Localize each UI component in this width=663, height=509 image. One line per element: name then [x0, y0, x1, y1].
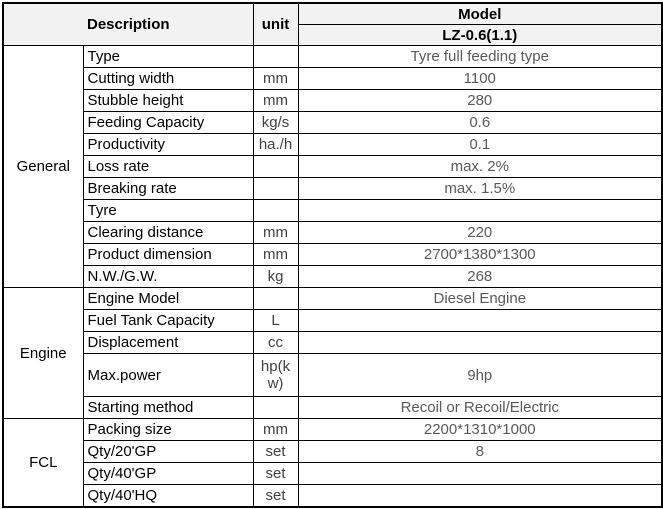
spec-unit: kg	[253, 266, 298, 288]
spec-unit: set	[253, 441, 298, 463]
spec-unit	[253, 200, 298, 222]
spec-unit: set	[253, 463, 298, 485]
table-row	[3, 134, 662, 156]
header-description: Description	[3, 3, 253, 46]
table-row	[3, 485, 662, 507]
spec-unit	[253, 156, 298, 178]
spec-label: Starting method	[83, 397, 253, 419]
table-row	[3, 244, 662, 266]
spec-label: Qty/40'GP	[83, 463, 253, 485]
spec-label: Qty/40'HQ	[83, 485, 253, 507]
spec-label: Engine Model	[83, 288, 253, 310]
table-row	[3, 463, 662, 485]
spec-unit	[253, 397, 298, 419]
spec-unit: hp(kw)	[253, 354, 298, 397]
spec-value	[298, 332, 662, 354]
spec-unit: mm	[253, 419, 298, 441]
table-row	[3, 68, 662, 90]
spec-label: Feeding Capacity	[83, 112, 253, 134]
spec-unit: cc	[253, 332, 298, 354]
table-row	[3, 288, 662, 310]
table-row	[3, 46, 662, 68]
spec-unit: L	[253, 310, 298, 332]
table-row	[3, 156, 662, 178]
table-row	[3, 266, 662, 288]
table-row	[3, 354, 662, 397]
spec-label: Cutting width	[83, 68, 253, 90]
spec-value: 268	[298, 266, 662, 288]
spec-unit: mm	[253, 68, 298, 90]
spec-value: Diesel Engine	[298, 288, 662, 310]
table-row	[3, 310, 662, 332]
spec-label: Max.power	[83, 354, 253, 397]
spec-label: Tyre	[83, 200, 253, 222]
spec-unit	[253, 288, 298, 310]
spec-value: 9hp	[298, 354, 662, 397]
header-model-value: LZ-0.6(1.1)	[298, 25, 662, 46]
header-model: Model	[298, 3, 662, 25]
spec-value	[298, 310, 662, 332]
spec-label: Packing size	[83, 419, 253, 441]
spec-label: Product dimension	[83, 244, 253, 266]
spec-unit: ha./h	[253, 134, 298, 156]
spec-label: Loss rate	[83, 156, 253, 178]
header-row-1	[3, 3, 662, 25]
table-row	[3, 178, 662, 200]
spec-unit: mm	[253, 222, 298, 244]
spec-unit: kg/s	[253, 112, 298, 134]
spec-label: Qty/20'GP	[83, 441, 253, 463]
spec-label: Productivity	[83, 134, 253, 156]
group-cell-fcl: FCL	[3, 419, 83, 507]
spec-value	[298, 463, 662, 485]
spec-unit: mm	[253, 244, 298, 266]
spec-label: Breaking rate	[83, 178, 253, 200]
spec-value: Tyre full feeding type	[298, 46, 662, 68]
spec-value: 1100	[298, 68, 662, 90]
spec-value: max. 1.5%	[298, 178, 662, 200]
table-row	[3, 200, 662, 222]
spec-label: Fuel Tank Capacity	[83, 310, 253, 332]
spec-value: 0.1	[298, 134, 662, 156]
spec-value: 280	[298, 90, 662, 112]
spec-label: Displacement	[83, 332, 253, 354]
spec-unit	[253, 178, 298, 200]
table-row	[3, 90, 662, 112]
group-cell-engine: Engine	[3, 288, 83, 419]
spec-value	[298, 485, 662, 507]
spec-value: 0.6	[298, 112, 662, 134]
spec-value: 220	[298, 222, 662, 244]
spec-label: Clearing distance	[83, 222, 253, 244]
spec-unit	[253, 46, 298, 68]
spec-label: Stubble height	[83, 90, 253, 112]
spec-label: N.W./G.W.	[83, 266, 253, 288]
spec-value: 2700*1380*1300	[298, 244, 662, 266]
spec-table	[2, 2, 663, 508]
table-row	[3, 441, 662, 463]
spec-value: 8	[298, 441, 662, 463]
table-row	[3, 397, 662, 419]
table-row	[3, 332, 662, 354]
spec-value	[298, 200, 662, 222]
spec-value: Recoil or Recoil/Electric	[298, 397, 662, 419]
spec-unit: set	[253, 485, 298, 507]
table-row	[3, 419, 662, 441]
spec-label: Type	[83, 46, 253, 68]
table-row	[3, 112, 662, 134]
spec-value: max. 2%	[298, 156, 662, 178]
spec-unit: mm	[253, 90, 298, 112]
header-unit: unit	[253, 3, 298, 46]
table-row	[3, 222, 662, 244]
group-cell-general: General	[3, 46, 83, 288]
spec-value: 2200*1310*1000	[298, 419, 662, 441]
